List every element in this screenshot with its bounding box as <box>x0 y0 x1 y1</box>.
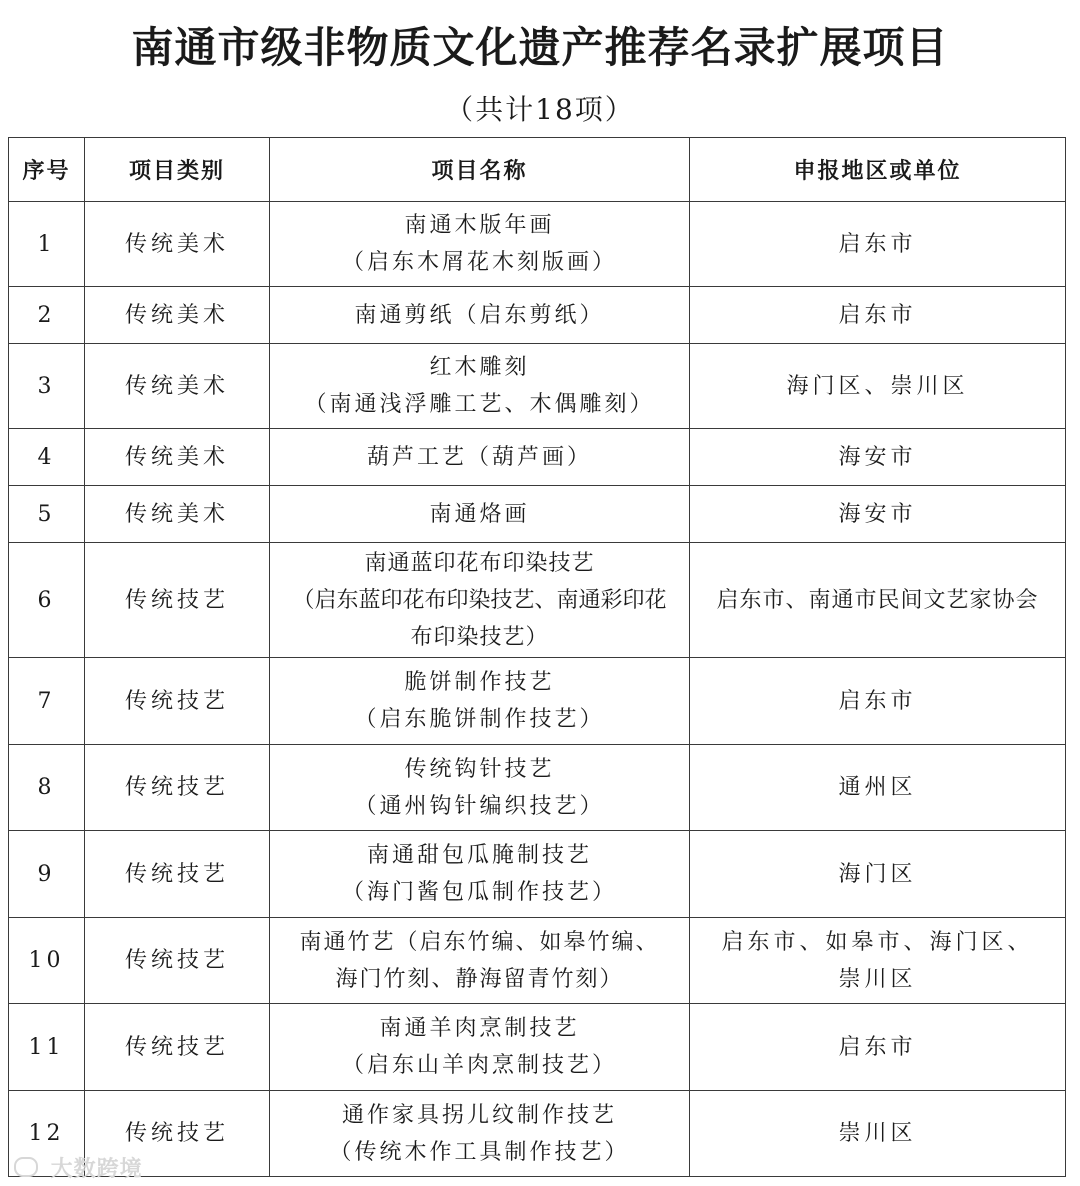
header-index: 序号 <box>9 138 85 202</box>
name-line: （启东山羊肉烹制技艺） <box>341 1053 617 1078</box>
header-name: 项目名称 <box>270 138 690 202</box>
cell-region <box>690 344 1066 429</box>
region-line: 启东市、如皋市、海门区、 <box>721 929 1034 955</box>
cell-name <box>270 486 690 543</box>
name-line: （海门酱包瓜制作技艺） <box>341 880 617 905</box>
name-line: 通作家具拐儿纹制作技艺 <box>341 1102 617 1128</box>
cell-region <box>690 918 1066 1004</box>
name-line: （启东木屑花木刻版画） <box>341 250 617 275</box>
table-header <box>9 138 1066 202</box>
name-line: 南通剪纸（启东剪纸） <box>354 302 605 328</box>
cell-region <box>690 658 1066 745</box>
name-line: 传统钩针技艺 <box>404 756 555 782</box>
cell-index: 11 <box>9 1004 85 1091</box>
cell-name <box>270 918 690 1004</box>
name-line: 布印染技艺） <box>410 624 549 650</box>
name-line: 南通羊肉烹制技艺 <box>379 1016 580 1041</box>
page-subtitle: （共计18项） <box>445 93 635 126</box>
cell-category: 传统技艺 <box>85 918 270 1004</box>
cell-name <box>270 287 690 344</box>
name-line: （传统木作工具制作技艺） <box>329 1139 630 1165</box>
cell-name <box>270 1004 690 1091</box>
region-line: 海安市 <box>838 501 917 527</box>
region-line: 启东市 <box>838 231 917 257</box>
cell-index: 5 <box>9 486 85 543</box>
table-header-row <box>9 138 1066 202</box>
cell-index: 9 <box>9 831 85 918</box>
name-line: （南通浅浮雕工艺、木偶雕刻） <box>304 392 655 417</box>
cell-category: 传统美术 <box>85 429 270 486</box>
name-line: 南通烙画 <box>429 501 530 527</box>
cell-name <box>270 344 690 429</box>
table-row <box>9 658 1066 745</box>
region-line: 启东市 <box>838 302 917 328</box>
cell-index: 12 <box>9 1091 85 1177</box>
name-line: 脆饼制作技艺 <box>404 670 555 695</box>
cell-category: 传统美术 <box>85 287 270 344</box>
cell-region <box>690 429 1066 486</box>
table-row <box>9 831 1066 918</box>
cell-index: 8 <box>9 745 85 831</box>
watermark <box>14 1152 143 1183</box>
table-row <box>9 543 1066 658</box>
cell-category: 传统美术 <box>85 486 270 543</box>
cell-index: 2 <box>9 287 85 344</box>
cell-region <box>690 486 1066 543</box>
cell-index: 6 <box>9 543 85 658</box>
eye-logo-icon <box>14 1157 38 1177</box>
cell-name <box>270 543 690 658</box>
cell-region <box>690 202 1066 287</box>
region-line: 启东市 <box>838 688 917 714</box>
region-line: 通州区 <box>838 775 917 800</box>
header-region: 申报地区或单位 <box>690 138 1066 202</box>
cell-name <box>270 831 690 918</box>
region-line: 海门区、崇川区 <box>786 373 969 399</box>
cell-region <box>690 543 1066 658</box>
region-line: 崇川区 <box>838 1121 917 1146</box>
table-row <box>9 344 1066 429</box>
header-category: 项目类别 <box>85 138 270 202</box>
cell-category: 传统技艺 <box>85 1091 270 1177</box>
cell-category: 传统技艺 <box>85 831 270 918</box>
name-line: 葫芦工艺（葫芦画） <box>366 444 592 470</box>
table-row <box>9 429 1066 486</box>
region-line: 启东市、南通市民间文艺家协会 <box>716 587 1039 613</box>
name-line: 海门竹刻、静海留青竹刻） <box>335 966 624 992</box>
cell-category: 传统技艺 <box>85 658 270 745</box>
table-row <box>9 1004 1066 1091</box>
cell-region <box>690 1091 1066 1177</box>
table-row <box>9 1091 1066 1177</box>
name-line: （启东蓝印花布印染技艺、南通彩印花 <box>292 587 667 613</box>
region-line: 海门区 <box>838 861 917 887</box>
name-line: 南通甜包瓜腌制技艺 <box>366 843 592 868</box>
page-title: 南通市级非物质文化遗产推荐名录扩展项目 <box>131 23 949 72</box>
cell-region <box>690 287 1066 344</box>
table-row <box>9 486 1066 543</box>
name-line: 红木雕刻 <box>429 355 530 380</box>
cell-index: 4 <box>9 429 85 486</box>
name-line: （通州钩针编织技艺） <box>354 793 605 819</box>
cell-name <box>270 202 690 287</box>
cell-category: 传统技艺 <box>85 745 270 831</box>
cell-index: 3 <box>9 344 85 429</box>
table-body <box>9 202 1066 1177</box>
cell-index: 10 <box>9 918 85 1004</box>
cell-region <box>690 1004 1066 1091</box>
name-line: （启东脆饼制作技艺） <box>354 707 605 732</box>
cell-category: 传统技艺 <box>85 543 270 658</box>
cell-category: 传统美术 <box>85 202 270 287</box>
region-line: 海安市 <box>838 444 917 470</box>
table-row <box>9 745 1066 831</box>
region-line: 崇川区 <box>838 966 917 992</box>
cell-category: 传统美术 <box>85 344 270 429</box>
name-line: 南通蓝印花布印染技艺 <box>364 550 595 576</box>
cell-region <box>690 745 1066 831</box>
cell-name <box>270 1091 690 1177</box>
cell-index: 1 <box>9 202 85 287</box>
heritage-items-table <box>8 137 1066 1177</box>
cell-index: 7 <box>9 658 85 745</box>
cell-name <box>270 429 690 486</box>
region-line: 启东市 <box>838 1034 917 1060</box>
cell-name <box>270 745 690 831</box>
name-line: 南通竹艺（启东竹编、如皋竹编、 <box>299 929 660 955</box>
cell-category: 传统技艺 <box>85 1004 270 1091</box>
cell-region <box>690 831 1066 918</box>
cell-name <box>270 658 690 745</box>
table-row <box>9 202 1066 287</box>
watermark-text: 大数跨境 <box>50 1157 143 1182</box>
name-line: 南通木版年画 <box>404 213 555 238</box>
table-row <box>9 918 1066 1004</box>
table-row <box>9 287 1066 344</box>
